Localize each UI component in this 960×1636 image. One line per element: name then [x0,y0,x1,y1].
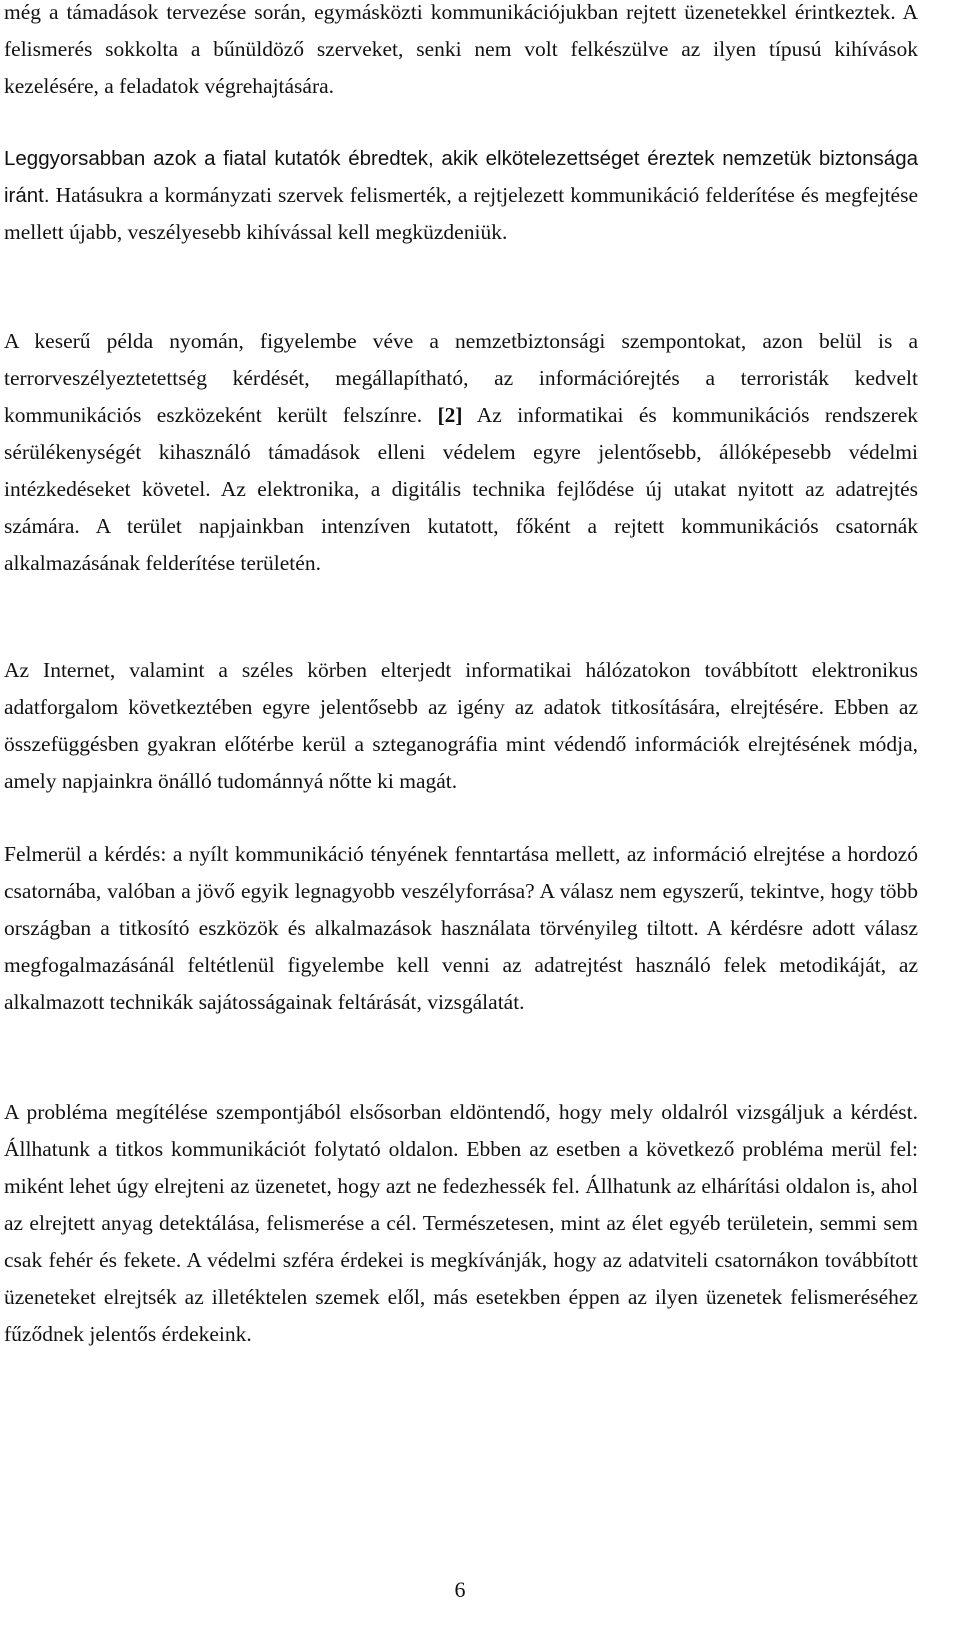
paragraph-6-text: A probléma megítélése szempontjából elsősorban eldöntendő, hogy mely oldalról vizsgáljuk a kérdést. Állhatunk a titkos kommunikációt folytató oldalon. Ebben az esetben a következő probléma merül fel: miként lehet úgy elrejteni az üzenetet, hogy azt ne fedezhessék fel. Állhatunk az elhárítási oldalon is, ahol az elrejtett anyag detektálása, felismerése a cél. Természetesen, mint az élet egyéb területein, semmi sem csak fehér és fekete. A védelmi szféra érdekei is megkívánják, hogy az adatviteli csatornákon továbbított üzeneteket elrejtsék az illetéktelen szemek elől, más esetekben éppen az ilyen üzenetek felismeréséhez fűződnek jelentős érdekeink. [4,1100,918,1346]
paragraph-5-text: Felmerül a kérdés: a nyílt kommunikáció tényének fenntartása mellett, az információ elrejtése a hordozó csatornába, valóban a jövő egyik legnagyobb veszélyforrása? A válasz nem egyszerű, tekintve, hogy több országban a titkosító eszközök és alkalmazások használata törvényileg tiltott. A kérdésre adott válasz megfogalmazásánál feltétlenül figyelembe kell venni az adatrejtést használó felek metodikáját, az alkalmazott technikák sajátosságainak feltárását, vizsgálatát. [4,842,918,1014]
paragraph-2-text: Hatásukra a kormányzati szervek felismerték, a rejtjelezett kommunikáció felderítése és megfejtése mellett újabb, veszélyesebb kihívással kell megküzdeniük. [4,183,918,244]
page-number: 6 [454,1577,466,1602]
paragraph-1 [4,0,918,105]
paragraph-3-text-start: A keserű példa nyomán, figyelembe véve a nemzetbiztonsági szempontokat, azon belül is a terrorveszélyeztetettség kérdését, megállapítható, az információrejtés a terroristák kedvelt kommunikációs eszközeként került felszínre. [4,329,918,427]
paragraph-6 [4,1094,918,1353]
citation-reference: [2] [437,403,463,427]
paragraph-4 [4,652,918,800]
paragraph-4-text: Az Internet, valamint a széles körben elterjedt informatikai hálózatokon továbbított elektronikus adatforgalom következtében egyre jelentősebb az igény az adatok titkosítására, elrejtésére. Ebben az összefüggésben gyakran előtérbe kerül a szteganográfia mint védendő információk elrejtésének módja, amely napjainkra önálló tudománnyá nőtte ki magát. [4,658,918,793]
paragraph-5 [4,836,918,1021]
paragraph-2 [4,140,918,251]
paragraph-2-sans-text: Leggyorsabban azok a fiatal kutatók ébredtek, akik elkötelezettséget éreztek nemzetük biztonsága iránt. [4,147,918,207]
paragraph-3-text-end: Az informatikai és kommunikációs rendszerek sérülékenységét kihasználó támadások elleni védelem egyre jelentősebb, állóképesebb védelmi intézkedéseket követel. Az elektronika, a digitális technika fejlődése új utakat nyitott az adatrejtés számára. A terület napjainkban intenzíven kutatott, főként a rejtett kommunikációs csatornák alkalmazásának felderítése területén. [4,403,918,575]
paragraph-3 [4,323,918,582]
paragraph-1-text: még a támadások tervezése során, egymásközti kommunikációjukban rejtett üzenetekkel érintkeztek. A felismerés sokkolta a bűnüldöző szerveket, senki nem volt felkészülve az ilyen típusú kihívások kezelésére, a feladatok végrehajtására. [4,0,918,98]
